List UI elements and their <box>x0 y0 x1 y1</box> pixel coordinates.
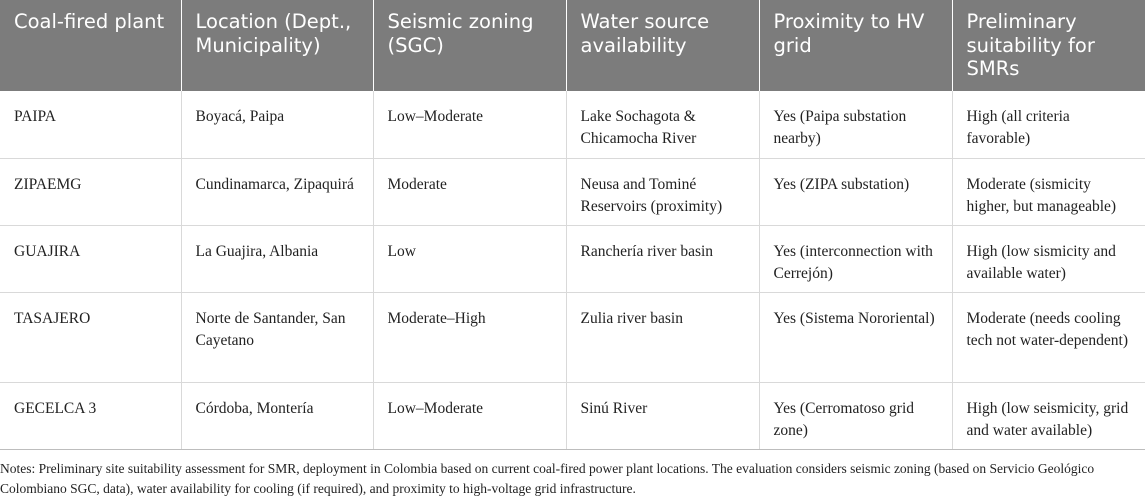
cell-plant: PAIPA <box>0 91 181 158</box>
table-header <box>0 0 1145 91</box>
cell-suitability: High (low sismicity and available water) <box>952 225 1145 292</box>
cell-plant: GUAJIRA <box>0 225 181 292</box>
table-row <box>0 225 1145 292</box>
table-row <box>0 382 1145 449</box>
cell-plant: ZIPAEMG <box>0 158 181 225</box>
cell-location: Boyacá, Paipa <box>181 91 373 158</box>
cell-suitability: High (all criteria favorable) <box>952 91 1145 158</box>
table-body <box>0 91 1145 449</box>
cell-plant: TASAJERO <box>0 292 181 382</box>
cell-seismic: Low <box>373 225 566 292</box>
cell-grid: Yes (Sistema Nororiental) <box>759 292 952 382</box>
cell-location: Norte de Santander, San Cayetano <box>181 292 373 382</box>
header-row <box>0 0 1145 91</box>
cell-suitability: High (low seismicity, grid and water available) <box>952 382 1145 449</box>
table-row <box>0 292 1145 382</box>
cell-seismic: Low–Moderate <box>373 382 566 449</box>
cell-grid: Yes (Cerromatoso grid zone) <box>759 382 952 449</box>
cell-water: Neusa and Tominé Reservoirs (proximity) <box>566 158 759 225</box>
cell-location: Córdoba, Montería <box>181 382 373 449</box>
cell-plant: GECELCA 3 <box>0 382 181 449</box>
cell-grid: Yes (Paipa substation nearby) <box>759 91 952 158</box>
cell-grid: Yes (interconnection with Cerrejón) <box>759 225 952 292</box>
header-cell-seismic: Seismic zoning (SGC) <box>373 0 566 91</box>
header-cell-water: Water source availability <box>566 0 759 91</box>
cell-seismic: Moderate–High <box>373 292 566 382</box>
cell-location: Cundinamarca, Zipaquirá <box>181 158 373 225</box>
header-cell-plant: Coal-fired plant <box>14 10 165 33</box>
cell-suitability: Moderate (needs cooling tech not water-dependent) <box>952 292 1145 382</box>
cell-seismic: Moderate <box>373 158 566 225</box>
table-notes: Notes: Preliminary site suitability assessment for SMR, deployment in Colombia based on current coal-fired power plant locations. The evaluation considers seismic zoning (based on Servicio Geológico Colombiano SGC, data), water availability for cooling (if required), and proximity to high-voltage grid infrastructure. <box>0 461 1095 496</box>
cell-grid: Yes (ZIPA substation) <box>759 158 952 225</box>
cell-seismic: Low–Moderate <box>373 91 566 158</box>
header-cell-suitability: Preliminary suitability for SMRs <box>952 0 1145 91</box>
cell-water: Sinú River <box>566 382 759 449</box>
cell-water: Zulia river basin <box>566 292 759 382</box>
cell-location: La Guajira, Albania <box>181 225 373 292</box>
cell-suitability: Moderate (sismicity higher, but manageable) <box>952 158 1145 225</box>
cell-water: Lake Sochagota & Chicamocha River <box>566 91 759 158</box>
table-row <box>0 91 1145 158</box>
cell-water: Ranchería river basin <box>566 225 759 292</box>
header-cell-grid: Proximity to HV grid <box>759 0 952 91</box>
table-row <box>0 158 1145 225</box>
header-cell-location: Location (Dept., Municipality) <box>181 0 373 91</box>
